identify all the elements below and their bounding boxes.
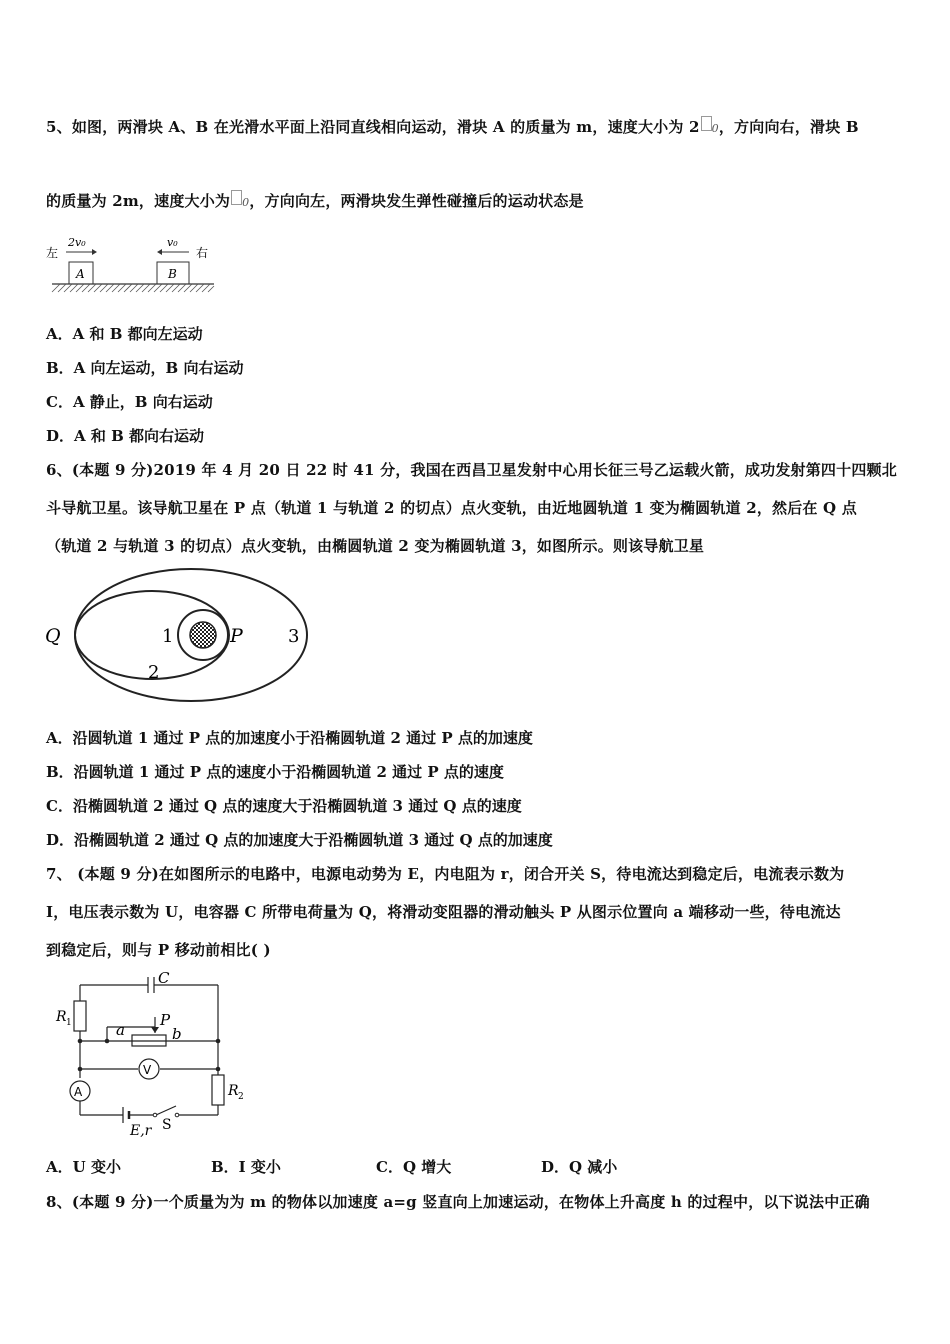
q7-line-3: 到稳定后，则与 P 移动前相比( ): [46, 941, 271, 959]
battery-label: E,r: [130, 1123, 152, 1139]
q8-line-1: 8、(本题 9 分)一个质量为为 m 的物体以加速度 a=g 竖直向上加速运动，在物体上升高度 h 的过程中，以下说法中正确: [46, 1193, 870, 1211]
arrow-left-head-icon: [157, 249, 162, 255]
junction-dot: [216, 1067, 221, 1072]
switch-contact: [153, 1113, 157, 1117]
junction-dot: [216, 1039, 221, 1044]
q7-line-2: I，电压表示数为 U，电容器 C 所带电荷量为 Q，将滑动变阻器的滑动触头 P 从图示位置向 a 端移动一些，待电流达: [46, 903, 841, 921]
q5-collision-figure: [44, 232, 219, 296]
switch-label: S: [162, 1117, 172, 1133]
resistor-r1: [74, 1001, 86, 1031]
q5-line-1: [46, 116, 859, 137]
junction-dot: [78, 1039, 83, 1044]
switch-lever: [156, 1106, 176, 1115]
orbit-3-label: 3: [288, 626, 300, 647]
voltmeter-label: V: [143, 1063, 152, 1077]
q6-option-d: D．沿椭圆轨道 2 通过 Q 点的加速度大于沿椭圆轨道 3 通过 Q 点的加速度: [46, 831, 553, 849]
q6-line-1: 6、(本题 9 分)2019 年 4 月 20 日 22 时 41 分，我国在西昌卫星发射中心用长征三号乙运载火箭，成功发射第四十四颗北: [46, 461, 897, 479]
r1-label: R: [56, 1009, 67, 1025]
missing-glyph-icon: [701, 116, 712, 131]
capacitor-label: C: [158, 969, 170, 987]
ammeter-label: A: [74, 1085, 83, 1099]
q5-option-b: B．A 向左运动，B 向右运动: [46, 359, 244, 377]
rheostat-a-label: a: [116, 1021, 125, 1039]
q6-orbit-figure: [44, 565, 314, 710]
fig-vb-label: v₀: [167, 236, 178, 249]
block-a-label: A: [76, 267, 85, 281]
orbit-2-label: 2: [148, 662, 160, 683]
resistor-r2: [212, 1075, 224, 1105]
junction-dot: [78, 1067, 83, 1072]
fig-right-label: 右: [196, 246, 209, 260]
junction-dot: [105, 1039, 110, 1044]
q5-option-a: A．A 和 B 都向左运动: [46, 325, 203, 343]
q7-option-b: B．I 变小: [211, 1158, 281, 1176]
q5-option-c: C．A 静止，B 向右运动: [46, 393, 213, 411]
slider-p-label: P: [160, 1011, 171, 1029]
slider-arrow-icon: [151, 1027, 159, 1033]
q7-option-d: D．Q 减小: [541, 1158, 618, 1176]
switch-contact: [175, 1113, 179, 1117]
orbit-1-label: 1: [162, 626, 174, 647]
q6-option-b: B．沿圆轨道 1 通过 P 点的速度小于沿椭圆轨道 2 通过 P 点的速度: [46, 763, 504, 781]
q5-line-2: [46, 190, 584, 211]
q6-option-a: A．沿圆轨道 1 通过 P 点的加速度小于沿椭圆轨道 2 通过 P 点的加速度: [46, 729, 533, 747]
ground-hatch: [52, 284, 214, 292]
q5-line-1-text: 5、如图，两滑块 A、B 在光滑水平面上沿同直线相向运动，滑块 A 的质量为 m，速度大小为 2: [46, 118, 700, 136]
r1-subscript: 1: [66, 1018, 72, 1028]
q5-line-1-tail: ，方向向右，滑块 B: [718, 118, 859, 136]
point-q-label: Q: [45, 625, 61, 647]
q6-line-2: 斗导航卫星。该导航卫星在 P 点（轨道 1 与轨道 2 的切点）点火变轨，由近地圆轨道 1 变为椭圆轨道 2，然后在 Q 点: [46, 499, 857, 517]
block-b-label: B: [168, 267, 177, 281]
missing-glyph-icon: [231, 190, 242, 205]
r2-subscript: 2: [238, 1092, 244, 1102]
fig-va-label: 2v₀: [68, 236, 86, 249]
q6-option-c: C．沿椭圆轨道 2 通过 Q 点的速度大于沿椭圆轨道 3 通过 Q 点的速度: [46, 797, 522, 815]
q5-option-d: D．A 和 B 都向右运动: [46, 427, 204, 445]
subscript-zero: 0: [711, 122, 719, 135]
q7-option-c: C．Q 增大: [376, 1158, 452, 1176]
q7-circuit-figure: [52, 965, 252, 1141]
point-p-label: P: [230, 625, 243, 647]
fig-left-label: 左: [46, 246, 59, 260]
q7-line-1: 7、 (本题 9 分)在如图所示的电路中，电源电动势为 E，内电阻为 r，闭合开关 S，待电流达到稳定后，电流表示数为: [46, 865, 845, 883]
subscript-zero: 0: [242, 196, 250, 209]
earth-icon: [190, 622, 216, 648]
q5-line-2-tail: ，方向向左，两滑块发生弹性碰撞后的运动状态是: [249, 192, 584, 210]
arrow-right-head-icon: [92, 249, 97, 255]
q7-option-a: A．U 变小: [46, 1158, 121, 1176]
q5-line-2-text: 的质量为 2m，速度大小为: [46, 192, 231, 210]
rheostat-b-label: b: [172, 1025, 182, 1043]
r2-label: R: [228, 1083, 239, 1099]
q6-line-3: （轨道 2 与轨道 3 的切点）点火变轨，由椭圆轨道 2 变为椭圆轨道 3，如图所示。则该导航卫星: [46, 537, 705, 555]
